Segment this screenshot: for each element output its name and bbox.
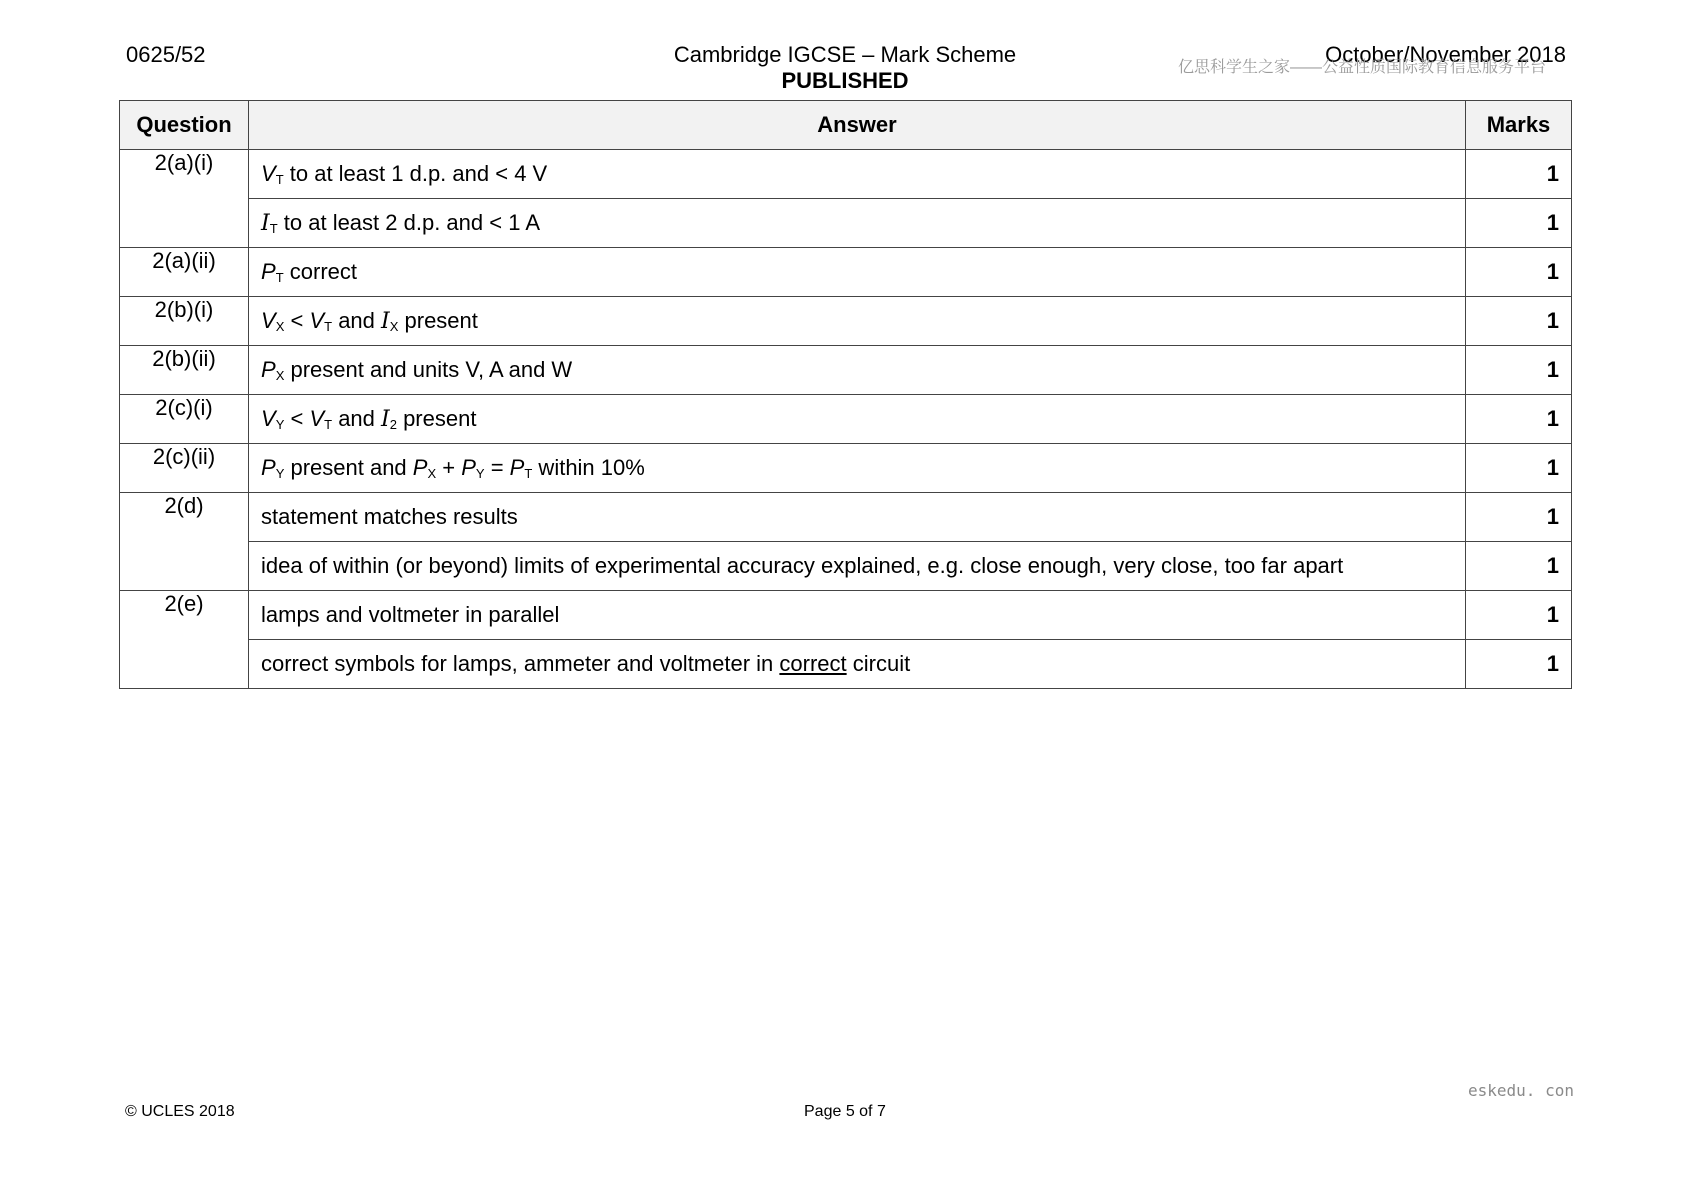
answer-text: correct symbols for lamps, ammeter and voltmeter in [261,651,780,676]
header-question: Question [120,101,249,150]
subscript: X [275,368,285,383]
subscript: T [324,319,333,334]
table-header-row [120,101,1572,150]
subscript: T [275,172,284,187]
subscript: Y [275,466,285,481]
subscript: T [269,221,278,236]
answer-cell: idea of within (or beyond) limits of experimental accuracy explained, e.g. close enough, very close, too far apart [249,542,1466,591]
answer-text: correct [283,259,357,284]
question-cell: 2(b)(ii) [120,346,249,395]
answer-cell: lamps and voltmeter in parallel [249,591,1466,640]
marks-cell: 1 [1466,591,1572,640]
symbol: V [261,161,276,186]
symbol: P [461,455,476,480]
symbol: P [509,455,525,480]
footer-site: eskedu. con [1468,1081,1574,1100]
question-cell: 2(e) [120,591,249,689]
table-row [120,297,1572,346]
subscript: T [524,466,533,481]
header-answer: Answer [249,101,1466,150]
header-session: October/November 2018 [1325,42,1566,67]
mark-scheme-table [119,100,1572,689]
question-cell: 2(c)(i) [120,395,249,444]
symbol: P [261,259,276,284]
subscript: 2 [389,417,397,432]
question-cell: 2(a)(i) [120,150,249,248]
marks-cell: 1 [1466,444,1572,493]
answer-text: and [332,406,382,431]
footer-page: Page 5 of 7 [804,1103,886,1120]
symbol: I [381,309,390,334]
answer-text: present [396,406,477,431]
question-cell: 2(a)(ii) [120,248,249,297]
table-row [120,640,1572,689]
answer-text: < [284,308,310,333]
marks-cell: 1 [1466,248,1572,297]
answer-text: to at least 2 d.p. and < 1 A [277,210,541,235]
table-row [120,395,1572,444]
answer-text: and [332,308,382,333]
answer-cell [249,640,1466,689]
header-marks: Marks [1466,101,1572,150]
symbol: V [261,406,276,431]
answer-text: present [398,308,478,333]
subscript: T [324,417,333,432]
marks-cell: 1 [1466,199,1572,248]
marks-cell: 1 [1466,346,1572,395]
table-row [120,150,1572,199]
table-row [120,248,1572,297]
answer-cell [249,150,1466,199]
answer-text: to at least 1 d.p. and < 4 V [283,161,548,186]
table-row [120,346,1572,395]
watermark-text: 亿思科学生之家——公益性质国际教育信息服务平台 [1178,59,1547,76]
symbol: P [261,455,276,480]
table-row [120,444,1572,493]
answer-text: present and units V, A and W [284,357,573,382]
header-code: 0625/52 [126,42,206,67]
table-row [120,493,1572,542]
answer-text: < [284,406,310,431]
answer-cell [249,199,1466,248]
marks-cell: 1 [1466,395,1572,444]
question-cell: 2(d) [120,493,249,591]
symbol: I [261,211,270,236]
subscript: X [427,466,437,481]
answer-text: circuit [846,651,911,676]
marks-cell: 1 [1466,542,1572,591]
header-title: Cambridge IGCSE – Mark Scheme [673,42,1017,67]
table-row [120,591,1572,640]
footer-copyright: © UCLES 2018 [125,1103,235,1120]
header-status: PUBLISHED [781,68,909,93]
answer-cell: statement matches results [249,493,1466,542]
question-cell: 2(b)(i) [120,297,249,346]
symbol: V [309,406,325,431]
answer-cell [249,248,1466,297]
answer-text: = [484,455,510,480]
symbol: V [309,308,325,333]
answer-cell [249,346,1466,395]
marks-cell: 1 [1466,640,1572,689]
symbol: V [261,308,276,333]
subscript: X [389,319,399,334]
subscript: Y [475,466,485,481]
answer-text: + [436,455,462,480]
answer-cell [249,395,1466,444]
question-cell: 2(c)(ii) [120,444,249,493]
symbol: P [412,455,428,480]
marks-cell: 1 [1466,493,1572,542]
symbol: I [381,407,390,432]
table-row [120,542,1572,591]
answer-text: present and [284,455,413,480]
marks-cell: 1 [1466,297,1572,346]
answer-cell [249,444,1466,493]
symbol: P [261,357,276,382]
answer-text: within 10% [532,455,645,480]
answer-cell [249,297,1466,346]
subscript: T [275,270,284,285]
header-title-block [600,42,1090,94]
underlined-text: correct [779,651,847,676]
subscript: X [275,319,285,334]
marks-cell: 1 [1466,150,1572,199]
subscript: Y [275,417,285,432]
table-row [120,199,1572,248]
